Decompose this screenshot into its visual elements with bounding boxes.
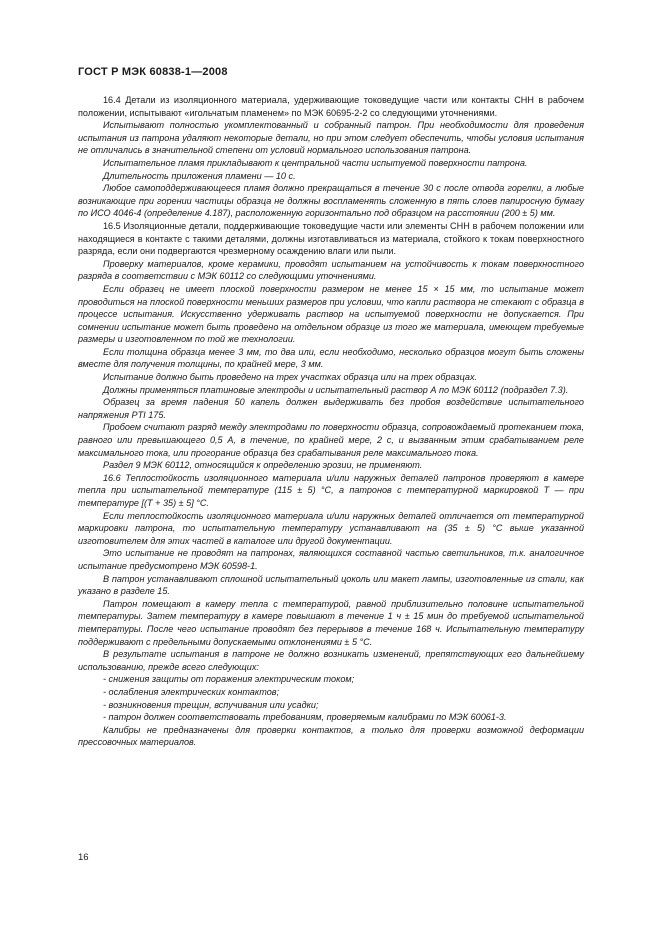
paragraph: Должны применяться платиновые электроды и испытательный раствор А по МЭК 60112 (подраздел 7.3). xyxy=(103,384,569,395)
paragraph: В результате испытания в патроне не должно возникать изменений, препятствующих его дальнейшему использованию, прежде всего следующих: xyxy=(78,649,584,672)
paragraph: Испытание должно быть проведено на трех участках образца или на трех образцах. xyxy=(103,372,478,383)
page-number: 16 xyxy=(78,852,89,863)
paragraph: 16.4 Детали из изоляционного материала, удерживающие токоведущие части или контакты СНН в рабочем положении, испытывают «игольчатым пламенем» по МЭК 60695-2-2 со следующими уточнениями. xyxy=(78,95,584,118)
paragraph: 16.6 Теплостойкость изоляционного материала и/или наружных деталей патронов проверяют в камере тепла при испытательной температуре (115 ± 5) °С, а патронов с температурной маркировкой Т — при температуре [(Т + 35) ± 5] °С. xyxy=(78,472,584,508)
list-item: - ослабления электрических контактов; xyxy=(103,686,280,697)
list-item: - возникновения трещин, вспучивания или усадки; xyxy=(103,699,319,710)
paragraph: Если толщина образца менее 3 мм, то два или, если необходимо, несколько образцов могут быть сложены вместе для получения толщины, по крайней мере, 3 мм. xyxy=(78,346,584,370)
paragraph: В патрон устанавливают сплошной испытательный цоколь или макет лампы, изготовленные из стали, как указано в разделе 15. xyxy=(78,573,584,597)
paragraph: Патрон помещают в камеру тепла с температурой, равной приблизительно половине испытательной температуры. Затем температуру в камере повышают в течение 1 ч ± 15 мин до требуемой испытательной температуры. После чего испытание проводят без перерывов в течение 168 ч. Испытательную температуру поддерживают с предельными допускаемыми отклонениями ± 5 °С. xyxy=(78,598,584,647)
paragraph: Это испытание не проводят на патронах, являющихся составной частью светильников, т.к. аналогичное испытание предусмотрено МЭК 60598-1. xyxy=(78,548,584,571)
paragraph: Любое самоподдерживающееся пламя должно прекращаться в течение 30 с после отвода горелки, а любые возникающие при горении частицы образца не должны воспламенять сложенную в пять слоев папиросную бумагу по ИСО 4046-4 (определение 4.187), расположенную горизонтально под образцом на расстоянии (200 ± 5) мм. xyxy=(78,183,584,219)
list-item: - снижения защиты от поражения электрическим током; xyxy=(103,674,355,685)
paragraph: Пробоем считают разряд между электродами по поверхности образца, сопровождаемый протеканием тока, равного или превышающего 0,5 А, в течение, по крайней мере, 2 с, и вызванным этим срабатыванием реле максимального тока, или прогорание образца без срабатывания реле максимального тока. xyxy=(78,422,584,458)
paragraph: Если теплостойкость изоляционного материала и/или наружных деталей отличается от температурной маркировки патрона, то испытательную температуру устанавливают на (35 ± 5) °С выше указанной изготовителем для этих частей в каталоге или другой документации. xyxy=(78,510,584,546)
paragraph: Если образец не имеет плоской поверхности размером не менее 15 × 15 мм, то испытание может проводиться на плоской поверхности меньших размеров при условии, что капли раствора не стекают с образца в процессе испытания. Искусственно удерживать раствор на испытуемой поверхности не допускается. При сомнении испытание может быть проведено на отдельном образце из того же материала, имеющем требуемые размеры и изготовленном по той же технологии. xyxy=(78,283,584,345)
paragraph: Длительность приложения пламени — 10 с. xyxy=(103,170,296,181)
document-body xyxy=(78,94,584,749)
paragraph: 16.5 Изоляционные детали, поддерживающие токоведущие части или элементы СНН в рабочем положении или находящиеся в контакте с такими деталями, должны изготавливаться из материала, стойкого к токам поверхностного разряда, если они подвергаются чрезмерному осаждению влаги или пыли. xyxy=(78,220,584,257)
paragraph: Испытывают полностью укомплектованный и собранный патрон. При необходимости для проведения испытания из патрона удаляют некоторые детали, но при этом следует обеспечить, чтобы условия испытания не отличались в значительной степени от условий нормального использования патрона. xyxy=(78,120,584,156)
list-item: - патрон должен соответствовать требованиям, проверяемым калибрами по МЭК 60061-3. xyxy=(103,712,507,723)
paragraph: Образец за время падения 50 капель должен выдерживать без пробоя воздействие испытательного напряжения PTI 175. xyxy=(78,397,584,420)
paragraph: Раздел 9 МЭК 60112, относящийся к определению эрозии, не применяют. xyxy=(103,460,423,471)
paragraph: Калибры не предназначены для проверки контактов, а только для проверки возможной деформации прессовочных материалов. xyxy=(78,724,584,748)
document-header: ГОСТ Р МЭК 60838-1—2008 xyxy=(78,66,228,78)
paragraph: Проверку материалов, кроме керамики, проводят испытанием на устойчивость к токам поверхностного разряда в соответствии с МЭК 60112 со следующими уточнениями. xyxy=(78,258,584,282)
paragraph: Испытательное пламя прикладывают к центральной части испытуемой поверхности патрона. xyxy=(103,157,528,168)
